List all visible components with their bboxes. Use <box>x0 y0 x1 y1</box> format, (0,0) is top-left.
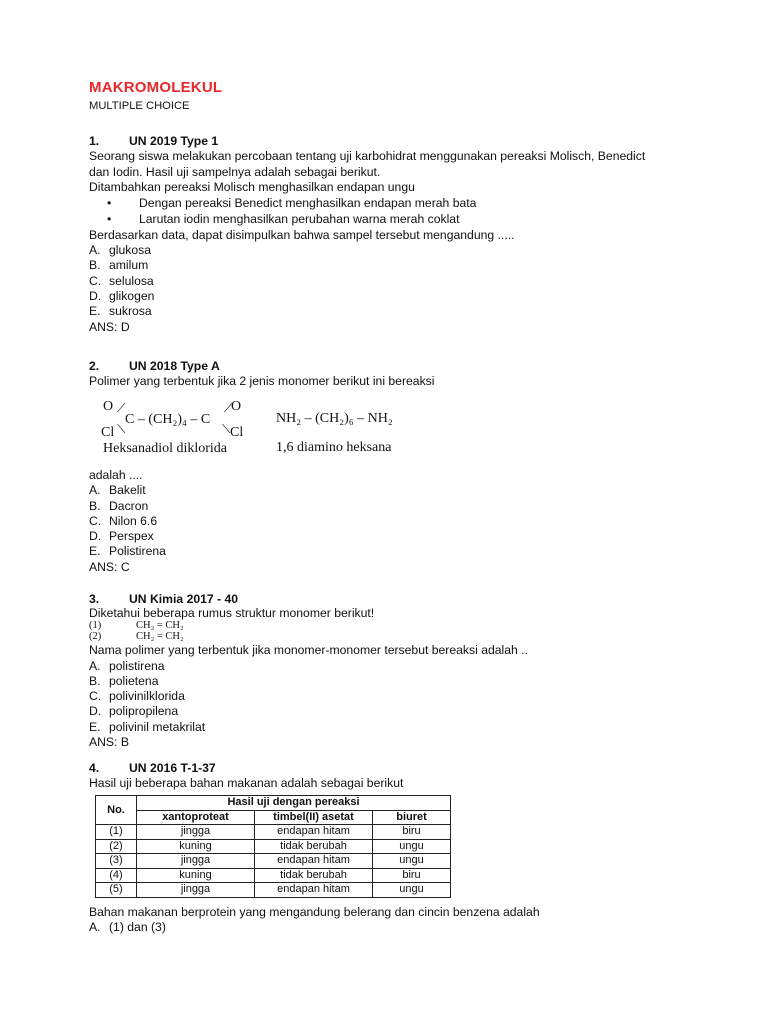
option-e: E. Polistirena <box>89 544 166 559</box>
table-header-no: No. <box>96 796 137 825</box>
question-3-source: UN Kimia 2017 - 40 <box>129 592 239 606</box>
result-table <box>95 795 451 898</box>
option-e: E. polivinil metakrilat <box>89 719 206 734</box>
table-cell: (3) <box>96 854 137 869</box>
table-cell: endapan hitam <box>255 825 373 840</box>
table-cell: (4) <box>96 868 137 883</box>
table-cell: jingga <box>137 825 255 840</box>
question-2-tail: adalah .... <box>89 468 143 482</box>
question-2 <box>89 359 434 390</box>
table-header: timbel(II) asetat <box>255 810 373 825</box>
option-b: B. polietena <box>89 673 159 688</box>
option-b: B. amilum <box>89 258 149 273</box>
question-3-prompt: Nama polimer yang terbentuk jika monomer-monomer tersebut bereaksi adalah .. <box>89 643 528 658</box>
question-3-header <box>89 592 528 607</box>
formula-1-name: Heksanadiol diklorida <box>103 441 228 456</box>
question-4-prompt: Bahan makanan berprotein yang mengandung belerang dan cincin benzena adalah <box>89 905 540 919</box>
option-e: E. sukrosa <box>89 304 152 319</box>
question-1-source: UN 2019 Type 1 <box>129 134 219 148</box>
table-cell: kuning <box>137 839 255 854</box>
question-2-number: 2. <box>89 359 100 373</box>
table-header: xantoproteat <box>137 810 255 825</box>
table-cell: (1) <box>96 825 137 840</box>
question-1-bullet <box>109 196 645 211</box>
question-1-line: Seorang siswa melakukan percobaan tentang uji karbohidrat menggunakan pereaksi Molisch, Benedict <box>89 149 646 164</box>
table-header-group: Hasil uji dengan pereaksi <box>137 796 451 811</box>
question-4-header <box>89 761 403 776</box>
question-2-stem: Polimer yang terbentuk jika 2 jenis monomer berikut ini bereaksi <box>89 374 435 389</box>
formula-2-name: 1,6 diamino heksana <box>276 440 392 455</box>
page-subtitle: MULTIPLE CHOICE <box>89 100 190 112</box>
answer-2: ANS: C <box>89 559 130 574</box>
table-cell: tidak berubah <box>255 868 373 883</box>
question-1-number: 1. <box>89 134 100 148</box>
question-4-number: 4. <box>89 761 100 775</box>
option-c: C. Nilon 6.6 <box>89 513 158 528</box>
question-3-number: 3. <box>89 592 100 606</box>
option-a: A. glukosa <box>89 243 152 258</box>
option-d: D. Perspex <box>89 529 154 544</box>
table-row <box>96 883 451 898</box>
table-cell: (5) <box>96 883 137 898</box>
question-1 <box>89 134 645 335</box>
option-d: D. polipropilena <box>89 704 179 719</box>
answer-1: ANS: D <box>89 319 130 334</box>
question-4 <box>89 761 403 792</box>
table-row <box>96 854 451 869</box>
table-row <box>96 825 451 840</box>
table-row <box>96 868 451 883</box>
question-4-stem: Hasil uji beberapa bahan makanan adalah sebagai berikut <box>89 776 404 791</box>
option-d: D. glikogen <box>89 288 155 303</box>
document-page: MAKROMOLEKUL MULTIPLE CHOICE 1. UN 2019 Type 1 Seorang siswa melakukan percobaan tentang uji karbohidrat menggunakan pereaksi Molisch, Benedict dan Iodin. Hasil uji sampelnya adalah sebagai berikut. Ditambahkan pereaksi Molisch menghasilkan endapan ungu • Dengan pereaksi Benedict menghasilkan endapan merah bata • Larutan iodin menghasilkan perubahan warna merah coklat Berdasarkan data, dapat disimpulkan bahwa sampel tersebut mengandung ..... A. glukosa B. amilum C. selulosa D. glikogen E. sukrosa ANS: D 2. UN 2018 Type A Polimer yang terbentuk jika 2 jenis monomer berikut ini bereaksi O ⟋ O ⟋ C – (CH₂)₄ – C Cl ⟍ Cl ⟍ Heksanadiol diklorida NH₂ – (CH₂)₆ – NH₂ 1,6 diamino heksana adalah .... A. Bakelit B. Dacron C. Nilon 6.6 D. Perspex E. Polistirena ANS: C 3. UN Kimia 2017 - 40 Diketahui beberapa rumus struktur monomer berikut! (1) CH₂ = CH₂ (2) CH₂ = CH₂ Nama polimer yang terbentuk jika monomer-monomer tersebut bereaksi adalah .. A. polistirena B. polietena C. polivinilklorida D. polipropilena E. polivinil metakrilat ANS: B 4. UN 2016 T-1-37 Hasil uji beberapa bahan makanan adalah sebagai berikut No. Hasil uji dengan pereaksi xantoproteat timbel(II) asetat biuret (1) jingga endapan hitam biru (2) kuning tidak berubah ungu (3) jingga endapan hitam ungu (4) kuning tidak berubah biru (5) jingga endapan hitam ungu Bahan makanan berprotein yang mengandung belerang dan cincin benzena adalah A. (1) dan (3) <box>89 79 646 935</box>
question-1-prompt: Berdasarkan data, dapat disimpulkan bahwa sampel tersebut mengandung ..... <box>89 227 515 242</box>
question-4-source: UN 2016 T-1-37 <box>129 761 216 775</box>
question-3-stem: Diketahui beberapa rumus struktur monomer berikut! <box>89 606 375 621</box>
bullet-icon: • <box>107 196 112 211</box>
question-2-header <box>89 359 434 374</box>
question-1-bullet <box>109 212 645 227</box>
table-cell: endapan hitam <box>255 883 373 898</box>
table-cell: kuning <box>137 868 255 883</box>
table-cell: (2) <box>96 839 137 854</box>
monomer-2: (2) CH₂ = CH₂ <box>89 631 184 643</box>
option-a: A. polistirena <box>89 658 165 673</box>
page-title: MAKROMOLEKUL <box>89 79 223 96</box>
table-cell: tidak berubah <box>255 839 373 854</box>
monomer-1: (1) CH₂ = CH₂ <box>89 620 184 632</box>
table-header: biuret <box>373 810 451 825</box>
bullet-text: Dengan pereaksi Benedict menghasilkan endapan merah bata <box>139 196 477 211</box>
question-1-line: dan Iodin. Hasil uji sampelnya adalah sebagai berikut. <box>89 164 381 179</box>
table-cell: biru <box>373 868 451 883</box>
answer-3: ANS: B <box>89 735 129 750</box>
option-c: C. polivinilklorida <box>89 689 185 704</box>
option-b: B. Dacron <box>89 498 149 513</box>
table-cell: ungu <box>373 883 451 898</box>
question-2-source: UN 2018 Type A <box>129 359 220 373</box>
question-3 <box>89 592 528 750</box>
question-1-header <box>89 134 645 149</box>
bullet-icon: • <box>107 212 112 227</box>
question-1-line: Ditambahkan pereaksi Molisch menghasilkan endapan ungu <box>89 179 415 194</box>
table-row <box>96 839 451 854</box>
table-cell: jingga <box>137 883 255 898</box>
question-2-options <box>89 468 166 575</box>
option-c: C. selulosa <box>89 273 154 288</box>
bullet-text: Larutan iodin menghasilkan perubahan warna merah coklat <box>139 212 460 227</box>
option-a: A. (1) dan (3) <box>89 920 166 935</box>
table-cell: jingga <box>137 854 255 869</box>
table-cell: ungu <box>373 854 451 869</box>
table-cell: biru <box>373 825 451 840</box>
question-4-options <box>89 905 540 936</box>
table-cell: endapan hitam <box>255 854 373 869</box>
table-cell: ungu <box>373 839 451 854</box>
option-a: A. Bakelit <box>89 483 146 498</box>
